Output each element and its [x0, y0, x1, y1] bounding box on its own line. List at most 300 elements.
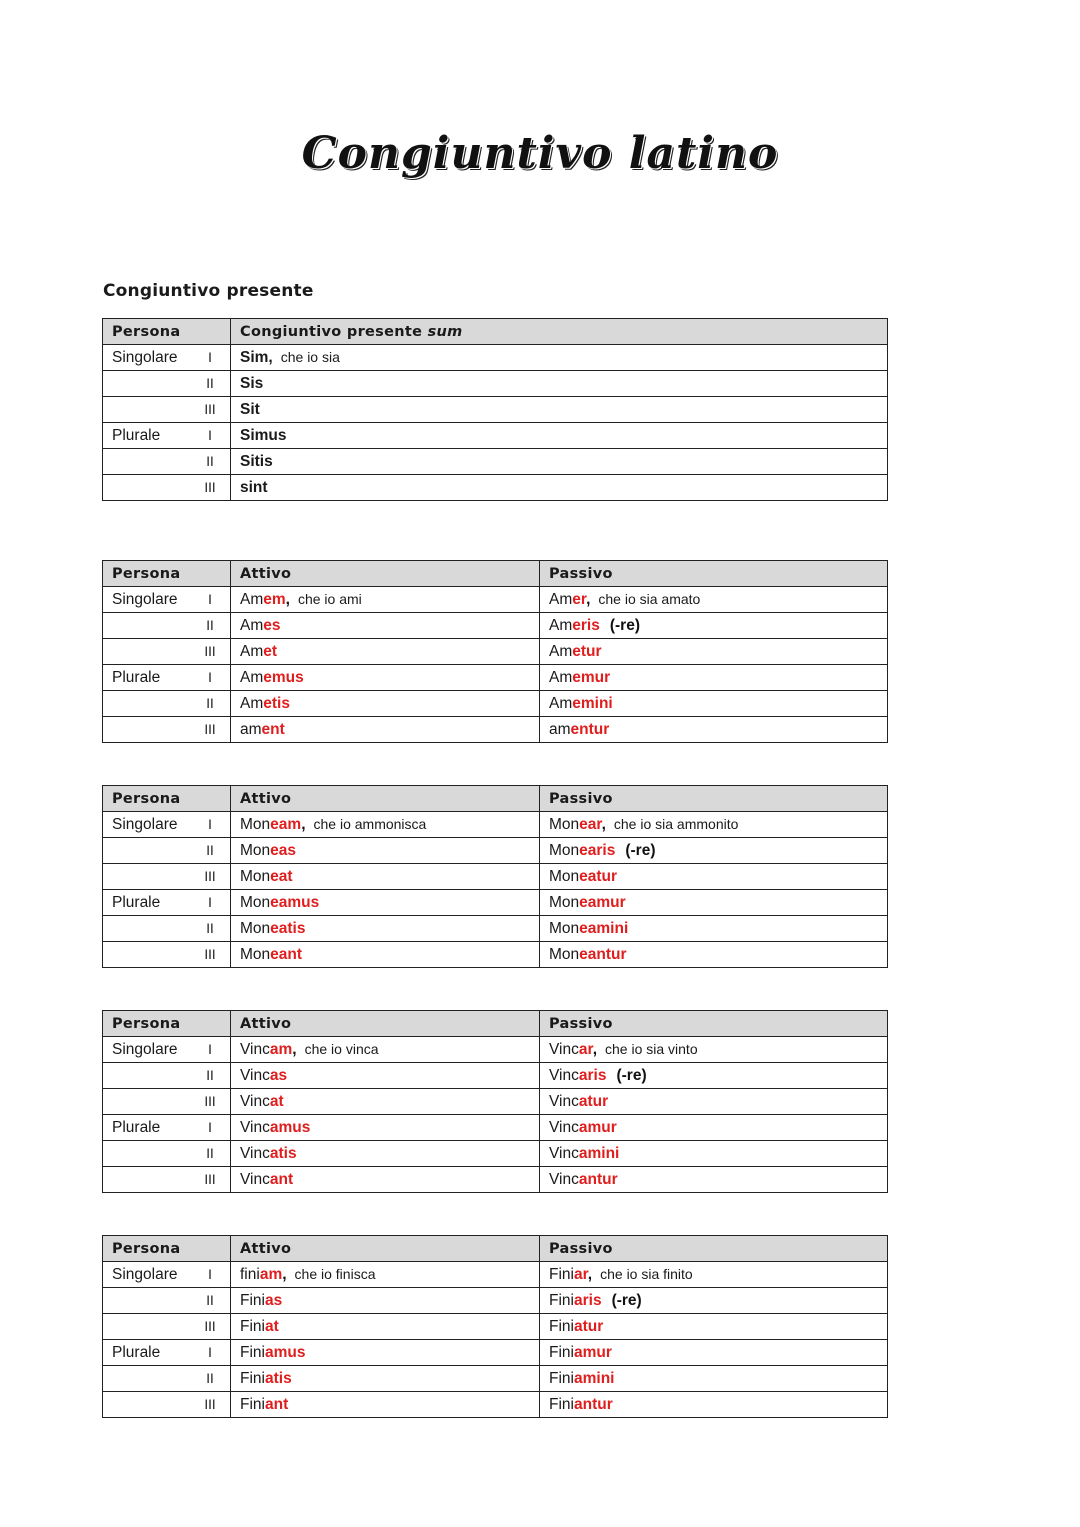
- table-row: [103, 864, 888, 890]
- person-cell: [103, 1366, 231, 1392]
- attivo-cell: [231, 838, 540, 864]
- attivo-cell: [231, 1262, 540, 1288]
- header-row: [103, 1011, 888, 1037]
- conj-table-4: [102, 1235, 888, 1418]
- form-cell: [231, 371, 888, 397]
- table-row: [103, 1037, 888, 1063]
- person-number: II: [206, 1145, 214, 1161]
- person-group: Singolare: [112, 815, 178, 833]
- verb-ending: entur: [570, 720, 610, 738]
- verb-stem: Fini: [240, 1343, 265, 1361]
- verb-stem: Vinc: [549, 1118, 579, 1136]
- passivo-cell: [540, 1037, 888, 1063]
- verb-stem: Fini: [549, 1395, 574, 1413]
- person-number: II: [206, 1067, 214, 1083]
- translation: che io sia amato: [598, 590, 701, 607]
- person-number: II: [206, 1370, 214, 1386]
- person-number: II: [206, 695, 214, 711]
- verb-ending: amus: [264, 1343, 306, 1361]
- passivo-cell: [540, 1366, 888, 1392]
- person-cell: [103, 449, 231, 475]
- verb-ending: eas: [270, 841, 297, 859]
- conj-table-3: [102, 1010, 888, 1193]
- translation: che io ammonisca: [313, 815, 427, 832]
- verb-stem: Mon: [240, 945, 271, 963]
- header-persona: Persona: [103, 561, 231, 587]
- verb-ending: amini: [573, 1369, 615, 1387]
- verb-stem: Am: [549, 590, 573, 608]
- verb-ending: amini: [578, 1144, 620, 1162]
- passivo-cell: [540, 1340, 888, 1366]
- table-row: [103, 639, 888, 665]
- verb-stem: Am: [240, 668, 264, 686]
- verb-ending: aris: [578, 1066, 607, 1084]
- attivo-cell: [231, 1063, 540, 1089]
- person-cell: [103, 587, 231, 613]
- attivo-cell: [231, 1314, 540, 1340]
- attivo-cell: [231, 587, 540, 613]
- person-number: III: [204, 721, 216, 737]
- person-number: I: [208, 1266, 212, 1282]
- person-group: Plurale: [112, 893, 161, 911]
- attivo-cell: [231, 1037, 540, 1063]
- verb-stem: Mon: [549, 893, 580, 911]
- person-cell: [103, 916, 231, 942]
- verb-stem: am: [240, 720, 262, 738]
- verb-ending: ar: [573, 1265, 588, 1283]
- verb-ending: emus: [263, 668, 304, 686]
- person-group: Singolare: [112, 348, 178, 366]
- header-persona: Persona: [103, 786, 231, 812]
- verb-ending: etur: [572, 642, 602, 660]
- header-sum-label: Congiuntivo presente: [240, 323, 423, 340]
- person-cell: [103, 1262, 231, 1288]
- verb-comma: ,: [586, 590, 591, 608]
- person-number: III: [204, 479, 216, 495]
- passivo-cell: [540, 942, 888, 968]
- verb-stem: Fini: [240, 1291, 265, 1309]
- header-persona: Persona: [103, 1236, 231, 1262]
- verb-ending: eatis: [270, 919, 306, 937]
- verb-comma: ,: [292, 1040, 297, 1058]
- verb-ending: eatur: [579, 867, 618, 885]
- header-attivo: Attivo: [231, 786, 540, 812]
- verb-ending: atur: [578, 1092, 609, 1110]
- verb-ending: at: [264, 1317, 279, 1335]
- verb-stem: Mon: [549, 841, 580, 859]
- person-number: III: [204, 643, 216, 659]
- person-cell: [103, 812, 231, 838]
- table-row: [103, 916, 888, 942]
- table-row: [103, 371, 888, 397]
- verb-stem: Vinc: [240, 1144, 270, 1162]
- verb-stem: Am: [549, 668, 573, 686]
- person-cell: [103, 665, 231, 691]
- person-group: Singolare: [112, 1040, 178, 1058]
- form-cell: [231, 475, 888, 501]
- verb-stem: fini: [240, 1265, 260, 1283]
- person-cell: [103, 639, 231, 665]
- verb-stem: Am: [240, 694, 264, 712]
- person-number: I: [208, 816, 212, 832]
- verb-form: Sitis: [240, 452, 273, 470]
- verb-stem: Fini: [240, 1317, 265, 1335]
- attivo-cell: [231, 1392, 540, 1418]
- table-row: [103, 449, 888, 475]
- passivo-cell: [540, 1089, 888, 1115]
- verb-ending: eamus: [270, 893, 320, 911]
- person-cell: [103, 371, 231, 397]
- verb-ending: amur: [578, 1118, 617, 1136]
- verb-comma: ,: [587, 1265, 593, 1283]
- table-row: [103, 613, 888, 639]
- verb-ending: et: [263, 642, 278, 660]
- verb-ending: ent: [261, 720, 285, 738]
- verb-stem: Mon: [240, 893, 271, 911]
- table-row: [103, 691, 888, 717]
- attivo-cell: [231, 1366, 540, 1392]
- alt-ending: (-re): [616, 1066, 647, 1084]
- attivo-cell: [231, 942, 540, 968]
- verb-stem: Vinc: [549, 1040, 579, 1058]
- person-number: III: [204, 946, 216, 962]
- passivo-cell: [540, 1063, 888, 1089]
- verb-ending: amur: [573, 1343, 612, 1361]
- table-row: [103, 1366, 888, 1392]
- person-number: II: [206, 920, 214, 936]
- passivo-cell: [540, 639, 888, 665]
- person-group: Singolare: [112, 590, 178, 608]
- table-row: [103, 812, 888, 838]
- attivo-cell: [231, 1288, 540, 1314]
- translation: che io sia vinto: [605, 1040, 698, 1057]
- alt-ending: (-re): [611, 1291, 642, 1309]
- attivo-cell: [231, 639, 540, 665]
- header-attivo: Attivo: [231, 1011, 540, 1037]
- verb-ending: er: [572, 590, 587, 608]
- person-number: III: [204, 868, 216, 884]
- passivo-cell: [540, 916, 888, 942]
- verb-ending: antur: [578, 1170, 618, 1188]
- translation: che io ami: [297, 590, 362, 607]
- verb-form: Simus: [240, 426, 287, 444]
- table-row: [103, 1141, 888, 1167]
- header-sum: [231, 319, 888, 345]
- table-row: [103, 890, 888, 916]
- verb-stem: Fini: [549, 1265, 574, 1283]
- alt-ending: (-re): [625, 841, 656, 859]
- person-number: II: [206, 453, 214, 469]
- verb-stem: Mon: [240, 841, 271, 859]
- person-cell: [103, 717, 231, 743]
- verb-stem: Vinc: [240, 1170, 270, 1188]
- verb-stem: Am: [549, 642, 573, 660]
- person-cell: [103, 613, 231, 639]
- person-number: I: [208, 591, 212, 607]
- person-cell: [103, 475, 231, 501]
- table-row: [103, 838, 888, 864]
- header-attivo: Attivo: [231, 561, 540, 587]
- passivo-cell: [540, 1392, 888, 1418]
- passivo-cell: [540, 890, 888, 916]
- person-number: III: [204, 401, 216, 417]
- attivo-cell: [231, 1115, 540, 1141]
- table-row: [103, 1262, 888, 1288]
- person-number: III: [204, 1396, 216, 1412]
- header-row: [103, 786, 888, 812]
- person-group: Plurale: [112, 668, 161, 686]
- person-number: II: [206, 1292, 214, 1308]
- header-passivo: Passivo: [540, 561, 888, 587]
- person-cell: [103, 1340, 231, 1366]
- verb-stem: Vinc: [549, 1144, 579, 1162]
- sum-conjugation-table: [102, 318, 888, 501]
- table-row: [103, 587, 888, 613]
- translation: che io sia ammonito: [613, 815, 739, 832]
- verb-ending: eamini: [579, 919, 629, 937]
- verb-ending: es: [263, 616, 281, 634]
- verb-stem: Vinc: [240, 1118, 270, 1136]
- person-number: I: [208, 427, 212, 443]
- verb-comma: ,: [592, 1040, 597, 1058]
- person-number: II: [206, 375, 214, 391]
- table-row: [103, 942, 888, 968]
- verb-ending: ar: [578, 1040, 593, 1058]
- passivo-cell: [540, 717, 888, 743]
- person-number: I: [208, 1119, 212, 1135]
- verb-stem: Mon: [549, 815, 580, 833]
- person-cell: [103, 1115, 231, 1141]
- translation: che io sia finito: [600, 1265, 693, 1282]
- header-passivo: Passivo: [540, 1236, 888, 1262]
- verb-ending: ear: [579, 815, 602, 833]
- attivo-cell: [231, 916, 540, 942]
- person-cell: [103, 1167, 231, 1193]
- table-row: [103, 423, 888, 449]
- person-number: I: [208, 349, 212, 365]
- table-row: [103, 717, 888, 743]
- verb-form: Sit: [240, 400, 260, 418]
- person-number: I: [208, 669, 212, 685]
- sum-table-body: [103, 345, 888, 501]
- verb-comma: ,: [301, 815, 306, 833]
- verb-stem: Fini: [240, 1395, 265, 1413]
- header-passivo: Passivo: [540, 786, 888, 812]
- person-number: I: [208, 1041, 212, 1057]
- alt-ending: (-re): [609, 616, 640, 634]
- attivo-cell: [231, 1089, 540, 1115]
- verb-ending: aris: [573, 1291, 602, 1309]
- person-group: Plurale: [112, 1118, 161, 1136]
- verb-stem: Mon: [240, 919, 271, 937]
- verb-ending: ant: [264, 1395, 289, 1413]
- header-row: [103, 1236, 888, 1262]
- verb-ending: emur: [572, 668, 611, 686]
- person-cell: [103, 890, 231, 916]
- person-group: Singolare: [112, 1265, 178, 1283]
- verb-ending: eam: [270, 815, 302, 833]
- verb-stem: Fini: [240, 1369, 265, 1387]
- verb-stem: Mon: [240, 815, 271, 833]
- attivo-cell: [231, 1167, 540, 1193]
- verb-stem: Vinc: [240, 1092, 270, 1110]
- verb-comma: ,: [601, 815, 606, 833]
- verb-comma: ,: [285, 590, 290, 608]
- table-row: [103, 1340, 888, 1366]
- table-row: [103, 1167, 888, 1193]
- verb-ending: atur: [573, 1317, 604, 1335]
- verb-stem: Am: [549, 694, 573, 712]
- person-cell: [103, 1063, 231, 1089]
- header-persona: Persona: [103, 319, 231, 345]
- attivo-cell: [231, 864, 540, 890]
- verb-stem: Am: [549, 616, 573, 634]
- table-row: [103, 1314, 888, 1340]
- passivo-cell: [540, 1167, 888, 1193]
- translation: che io sia: [280, 348, 340, 365]
- person-cell: [103, 864, 231, 890]
- verb-form: sint: [240, 478, 268, 496]
- verb-stem: Vinc: [240, 1040, 270, 1058]
- verb-ending: as: [264, 1291, 283, 1309]
- person-group: Plurale: [112, 1343, 161, 1361]
- translation: che io vinca: [304, 1040, 379, 1057]
- verb-ending: amus: [269, 1118, 311, 1136]
- passivo-cell: [540, 613, 888, 639]
- verb-stem: Mon: [549, 945, 580, 963]
- verb-form: Sis: [240, 374, 264, 392]
- person-cell: [103, 345, 231, 371]
- verb-stem: Vinc: [549, 1170, 579, 1188]
- person-cell: [103, 1314, 231, 1340]
- passivo-cell: [540, 1314, 888, 1340]
- header-row: [103, 561, 888, 587]
- verb-ending: earis: [579, 841, 616, 859]
- passivo-cell: [540, 1262, 888, 1288]
- person-number: III: [204, 1093, 216, 1109]
- verb-stem: Fini: [549, 1291, 574, 1309]
- verb-ending: emini: [572, 694, 613, 712]
- page-title: Congiuntivo latino: [301, 128, 779, 179]
- verb-ending: atis: [264, 1369, 292, 1387]
- person-cell: [103, 1089, 231, 1115]
- verb-ending: am: [269, 1040, 293, 1058]
- passivo-cell: [540, 812, 888, 838]
- passivo-cell: [540, 1288, 888, 1314]
- attivo-cell: [231, 812, 540, 838]
- attivo-cell: [231, 1141, 540, 1167]
- verb-ending: at: [269, 1092, 284, 1110]
- person-number: III: [204, 1318, 216, 1334]
- table-row: [103, 1063, 888, 1089]
- table-row: [103, 345, 888, 371]
- person-cell: [103, 838, 231, 864]
- form-cell: [231, 345, 888, 371]
- verb-comma: ,: [282, 1265, 287, 1283]
- passivo-cell: [540, 1115, 888, 1141]
- person-cell: [103, 397, 231, 423]
- verb-stem: Fini: [549, 1369, 574, 1387]
- verb-ending: am: [259, 1265, 283, 1283]
- verb-ending: atis: [269, 1144, 297, 1162]
- passivo-cell: [540, 864, 888, 890]
- header-passivo: Passivo: [540, 1011, 888, 1037]
- verb-stem: Mon: [549, 919, 580, 937]
- verb-ending: ant: [269, 1170, 294, 1188]
- verb-ending: eantur: [579, 945, 627, 963]
- verb-stem: Vinc: [240, 1066, 270, 1084]
- passivo-cell: [540, 665, 888, 691]
- verb-stem: Am: [240, 642, 264, 660]
- verb-stem: Mon: [549, 867, 580, 885]
- header-attivo: Attivo: [231, 1236, 540, 1262]
- verb-ending: eris: [572, 616, 600, 634]
- verb-stem: Am: [240, 616, 264, 634]
- verb-stem: Vinc: [549, 1066, 579, 1084]
- person-cell: [103, 1037, 231, 1063]
- person-cell: [103, 691, 231, 717]
- table-row: [103, 1392, 888, 1418]
- passivo-cell: [540, 691, 888, 717]
- person-group: Plurale: [112, 426, 161, 444]
- verb-ending: eant: [270, 945, 303, 963]
- person-number: I: [208, 894, 212, 910]
- person-cell: [103, 942, 231, 968]
- person-cell: [103, 1288, 231, 1314]
- verb-ending: em: [263, 590, 286, 608]
- attivo-cell: [231, 890, 540, 916]
- attivo-cell: [231, 613, 540, 639]
- table-row: [103, 1288, 888, 1314]
- passivo-cell: [540, 1141, 888, 1167]
- table-row: [103, 1115, 888, 1141]
- person-cell: [103, 423, 231, 449]
- form-cell: [231, 423, 888, 449]
- attivo-cell: [231, 717, 540, 743]
- attivo-cell: [231, 1340, 540, 1366]
- form-cell: [231, 397, 888, 423]
- table-row: [103, 475, 888, 501]
- verb-stem: Vinc: [549, 1092, 579, 1110]
- table-row: [103, 1089, 888, 1115]
- verb-stem: Am: [240, 590, 264, 608]
- verb-stem: am: [549, 720, 571, 738]
- verb-ending: antur: [573, 1395, 613, 1413]
- translation: che io finisca: [294, 1265, 376, 1282]
- person-number: I: [208, 1344, 212, 1360]
- verb-stem: Fini: [549, 1317, 574, 1335]
- conj-table-2: [102, 785, 888, 968]
- verb-ending: as: [269, 1066, 288, 1084]
- person-number: II: [206, 842, 214, 858]
- passivo-cell: [540, 838, 888, 864]
- header-sum-verb: sum: [427, 323, 463, 340]
- attivo-cell: [231, 691, 540, 717]
- verb-form: Sim,: [240, 348, 273, 366]
- table-row: [103, 397, 888, 423]
- form-cell: [231, 449, 888, 475]
- table-row: [103, 665, 888, 691]
- section-title: Congiuntivo presente: [103, 281, 314, 301]
- attivo-cell: [231, 665, 540, 691]
- verb-stem: Mon: [240, 867, 271, 885]
- person-number: III: [204, 1171, 216, 1187]
- person-cell: [103, 1141, 231, 1167]
- verb-stem: Fini: [549, 1343, 574, 1361]
- person-cell: [103, 1392, 231, 1418]
- verb-ending: eamur: [579, 893, 626, 911]
- passivo-cell: [540, 587, 888, 613]
